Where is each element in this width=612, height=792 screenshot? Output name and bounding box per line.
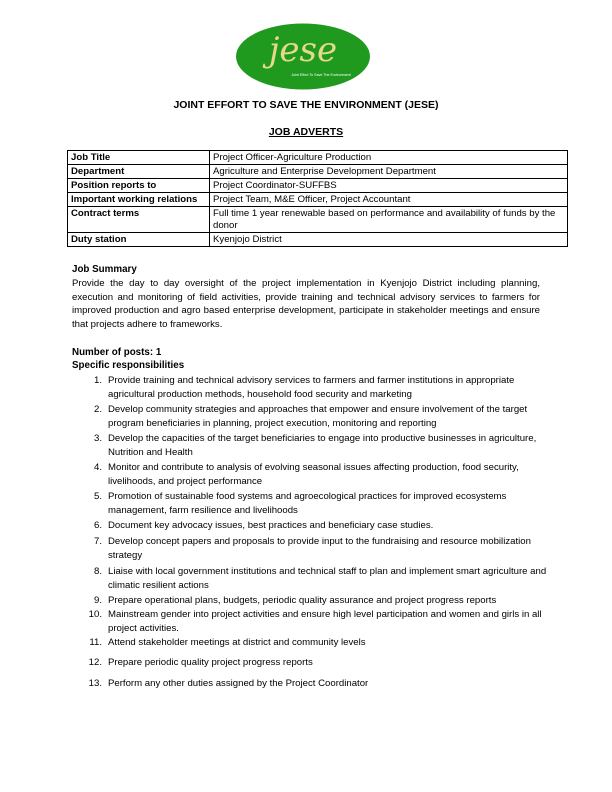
table-row	[68, 165, 568, 179]
number-of-posts: Number of posts: 1	[72, 347, 162, 358]
responsibilities-heading: Specific responsibilities	[72, 360, 185, 371]
list-item-number: 4.	[93, 462, 102, 473]
list-item-number: 12.	[88, 657, 102, 668]
list-item-number: 8.	[93, 566, 102, 577]
job-details-table	[67, 150, 568, 247]
list-item-number: 11.	[89, 637, 102, 648]
list-item-text: Prepare periodic quality project progress reports	[108, 657, 313, 668]
list-item-text: Attend stakeholder meetings at district and community levels	[108, 637, 366, 648]
table-row	[68, 193, 568, 207]
list-item-text: Monitor and contribute to analysis of evolving seasonal issues affecting production, food security, livelihoods, and project performance	[108, 462, 519, 487]
list-item-number: 6.	[93, 520, 102, 531]
list-item-number: 5.	[93, 491, 102, 502]
list-item-text: Promotion of sustainable food systems and agroecological practices for improved ecosystems management, farm resilience and livelihoods	[108, 491, 507, 516]
department-value: Agriculture and Enterprise Development Department	[210, 165, 568, 179]
job-summary-text: Provide the day to day oversight of the project implementation in Kyenjojo District including planning, execution and monitoring of field activities, provide training and technical advisory services to farmers for improved production and agro based enterprise development, participate in stakeholder meetings and ensure that projects adhere to frameworks.	[72, 278, 540, 330]
list-item-number: 10.	[88, 609, 102, 620]
list-item-text: Develop the capacities of the target beneficiaries to engage into productive businesses in agriculture, Nutrition and Health	[108, 433, 537, 458]
list-item-text: Develop community strategies and approaches that empower and ensure involvement of the target program beneficiaries in planning, project execution, monitoring and reporting	[108, 404, 528, 429]
list-item-text: Liaise with local government institutions and technical staff to plan and implement smart agriculture and climatic resilient actions	[108, 566, 547, 591]
list-item-text: Develop concept papers and proposals to provide input to the fundraising and resource mobilization strategy	[108, 536, 531, 561]
duty-station-label: Duty station	[68, 233, 210, 247]
working-relations-label: Important working relations	[68, 193, 210, 207]
working-relations-value: Project Team, M&E Officer, Project Accountant	[210, 193, 568, 207]
list-item-text: Provide training and technical advisory services to farmers and farmer institutions in appropriate agricultural production methods, household food security and marketing	[108, 375, 515, 400]
reports-to-value: Project Coordinator-SUFFBS	[210, 179, 568, 193]
list-item-text: Prepare operational plans, budgets, periodic quality assurance and project progress reports	[108, 595, 497, 606]
list-item-number: 2.	[93, 404, 102, 415]
contract-terms-label: Contract terms	[68, 207, 210, 233]
jese-logo	[235, 23, 371, 90]
reports-to-label: Position reports to	[68, 179, 210, 193]
job-adverts-heading: JOB ADVERTS	[268, 126, 344, 138]
organization-title: JOINT EFFORT TO SAVE THE ENVIRONMENT (JESE)	[173, 99, 439, 111]
list-item-number: 13.	[88, 678, 102, 689]
job-title-value: Project Officer-Agriculture Production	[210, 151, 568, 165]
table-row	[68, 207, 568, 233]
table-row	[68, 179, 568, 193]
list-item-number: 3.	[93, 433, 102, 444]
job-summary-heading: Job Summary	[72, 264, 137, 275]
table-row	[68, 233, 568, 247]
list-item-number: 1.	[93, 375, 102, 386]
list-item-text: Document key advocacy issues, best practices and beneficiary case studies.	[108, 520, 434, 531]
logo-tagline: Joint Effort To Save The Environment	[291, 73, 351, 77]
list-item-number: 9.	[93, 595, 102, 606]
department-label: Department	[68, 165, 210, 179]
list-item-text: Mainstream gender into project activities and ensure high level participation and women and girls in all project activities.	[108, 609, 542, 634]
table-row	[68, 151, 568, 165]
job-title-label: Job Title	[68, 151, 210, 165]
list-item-text: Perform any other duties assigned by the Project Coordinator	[108, 678, 369, 689]
duty-station-value: Kyenjojo District	[210, 233, 568, 247]
list-item-number: 7.	[93, 536, 102, 547]
contract-terms-value: Full time 1 year renewable based on performance and availability of funds by the donor	[210, 207, 568, 233]
logo-wordmark: jese	[268, 30, 338, 70]
